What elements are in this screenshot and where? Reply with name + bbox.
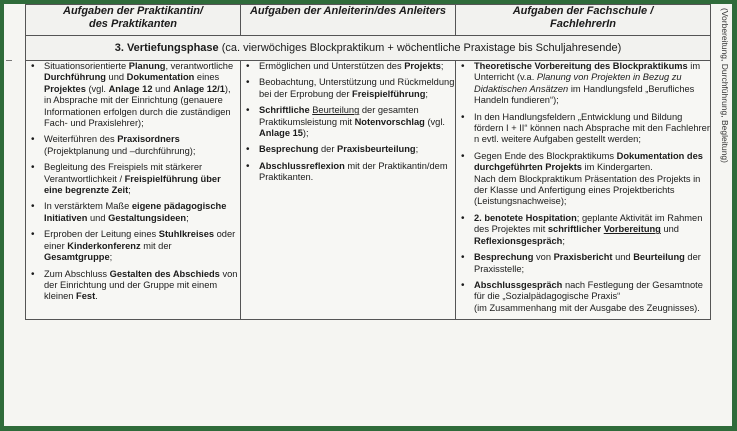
list-item: • Erproben der Leitung eines Stuhlkreises oder einer Kinderkonferenz mit der Gesamtgruppe; [26, 229, 240, 263]
frame-top [0, 0, 737, 4]
phase-row [26, 36, 711, 61]
header-anleiter-label: Aufgaben der Anleiterin/des Anleiters [249, 5, 446, 17]
list-item: • Abschlussgespräch nach Festlegung der Gesamtnote für die „Sozialpädagogische Praxis“ (im Zusammenhang mit der Ausgabe des Zeugnisses). [456, 280, 710, 314]
phase-title-bold: 3. Vertiefungsphase [114, 42, 219, 54]
list-item: • Schriftliche Beurteilung der gesamten Praktikumsleistung mit Notenvorschlag (vgl. Anlage 15); [241, 105, 455, 139]
header-praktikant-line2: des Praktikanten [88, 18, 178, 30]
list-fachschule [456, 61, 710, 314]
content-row [26, 61, 711, 320]
frame-left [0, 0, 4, 431]
header-praktikant [26, 5, 241, 36]
list-item: • Beobachtung, Unterstützung und Rückmeldung bei der Erprobung der Freispielführung; [241, 77, 455, 100]
list-item: • Besprechung von Praxisbericht und Beurteilung der Praxisstelle; [456, 252, 710, 275]
side-caption: (Vorbereitung, Durchführung, Begleitung) [720, 8, 730, 163]
list-item: • In den Handlungsfeldern „Entwicklung und Bildung fördern I + II“ können nach Absprache mit den Fachlehrer n evtl. weitere Aufgaben gestellt werden; [456, 112, 710, 146]
column-praktikant [26, 61, 241, 320]
list-item: • Besprechung der Praxisbeurteilung; [241, 144, 455, 155]
list-item: • Gegen Ende des Blockpraktikums Dokumentation des durchgeführten Projekts im Kindergarten. Nach dem Blockpraktikum Präsentation des Projekts in der Klasse und Anfertigung eines Projektberichts (Leistungsnachweise); [456, 151, 710, 208]
column-anleiter [241, 61, 456, 320]
margin-mark [6, 60, 12, 61]
list-item: • In verstärktem Maße eigene pädagogische Initiativen und Gestaltungsideen; [26, 201, 240, 224]
phase-title [26, 36, 711, 61]
frame-bottom [0, 426, 737, 431]
header-fachschule [456, 5, 711, 36]
frame-right [732, 0, 737, 431]
list-item: • Ermöglichen und Unterstützen des Projekts; [241, 61, 455, 72]
list-praktikant [26, 61, 240, 303]
header-fachschule-line1: Aufgaben der Fachschule / [512, 5, 654, 17]
list-item: • Situationsorientierte Planung, verantwortliche Durchführung und Dokumentation eines Projektes (vgl. Anlage 12 und Anlage 12/1), in Absprache mit der Einrichtung (genauere Informationen erfolgen durch die zuständigen Fach- und Praxislehrer); [26, 61, 240, 129]
header-row [26, 5, 711, 36]
header-anleiter [241, 5, 456, 36]
list-item: • Theoretische Vorbereitung des Blockpraktikums im Unterricht (v.a. Planung von Projekten in Bezug zu Didaktischen Ansätzen im Handlungsfeld „Berufliches Handeln fundieren“); [456, 61, 710, 107]
list-item: • Abschlussreflexion mit der Praktikantin/dem Praktikanten. [241, 161, 455, 184]
header-praktikant-line1: Aufgaben der Praktikantin/ [63, 5, 203, 17]
list-anleiter [241, 61, 455, 184]
list-item: • Zum Abschluss Gestalten des Abschieds von der Einrichtung und der Gruppe mit einem kleinen Fest. [26, 269, 240, 303]
list-item: • Begleitung des Freispiels mit stärkerer Verantwortlichkeit / Freispielführung über eine begrenzte Zeit; [26, 162, 240, 196]
header-fachschule-line2: FachlehrerIn [549, 18, 617, 30]
column-fachschule [456, 61, 711, 320]
tasks-table [25, 4, 711, 320]
list-item: • 2. benotete Hospitation; geplante Aktivität im Rahmen des Projektes mit schriftlicher Vorbereitung und Reflexionsgespräch; [456, 213, 710, 247]
list-item: • Weiterführen des Praxisordners (Projektplanung und –durchführung); [26, 134, 240, 157]
phase-note: (ca. vierwöchiges Blockpraktikum + wöchentliche Praxistage bis Schuljahresende) [218, 42, 622, 54]
